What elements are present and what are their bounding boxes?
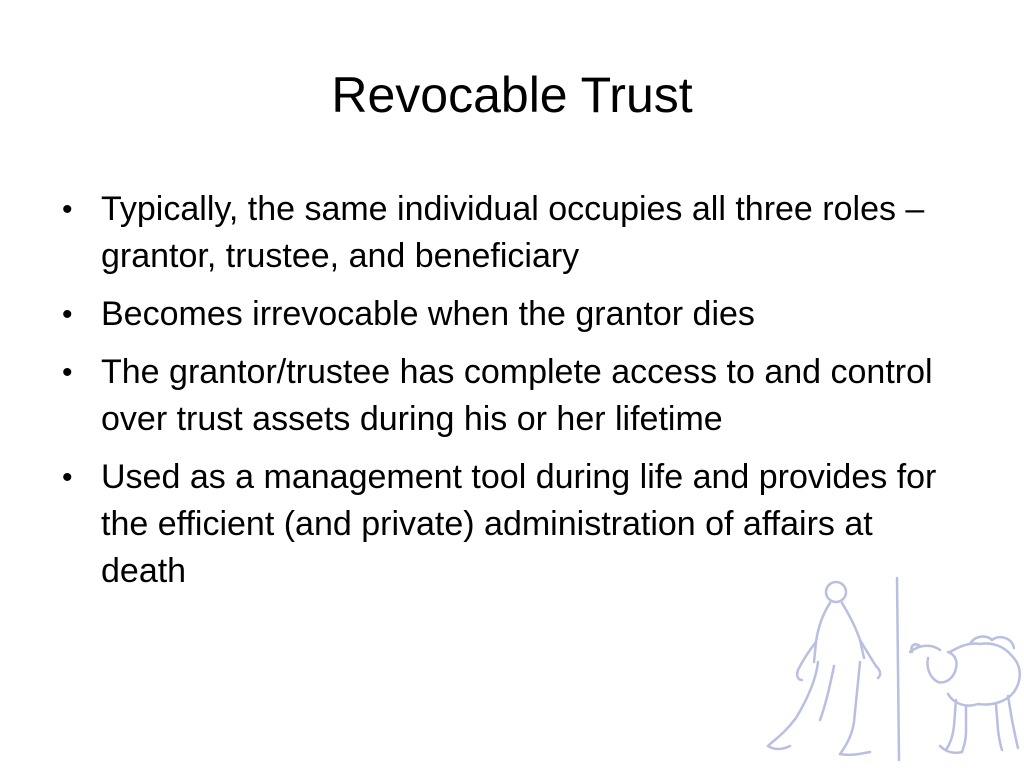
shepherd-and-sheep-sketch-icon <box>760 570 1024 768</box>
staff-line <box>897 578 899 760</box>
bullet-dot-icon: • <box>62 193 73 226</box>
bullet-item <box>56 349 961 443</box>
slide-title: Revocable Trust <box>331 67 693 123</box>
bullet-list <box>56 186 961 606</box>
bullet-item <box>56 186 961 280</box>
bullet-text: The grantor/trustee has complete access to and control over trust assets during his or her lifetime <box>101 353 933 438</box>
bullet-text: Becomes irrevocable when the grantor dies <box>101 295 755 333</box>
bullet-text: Used as a management tool during life and provides for the efficient (and private) administration of affairs at death <box>101 458 937 590</box>
sheep-figure <box>910 637 1020 753</box>
bullet-dot-icon: • <box>62 298 73 331</box>
bullet-dot-icon: • <box>62 461 73 494</box>
shepherd-figure <box>768 582 880 755</box>
bullet-item <box>56 291 961 338</box>
bullet-text: Typically, the same individual occupies all three roles – grantor, trustee, and beneficiary <box>101 190 925 275</box>
bullet-dot-icon: • <box>62 356 73 389</box>
